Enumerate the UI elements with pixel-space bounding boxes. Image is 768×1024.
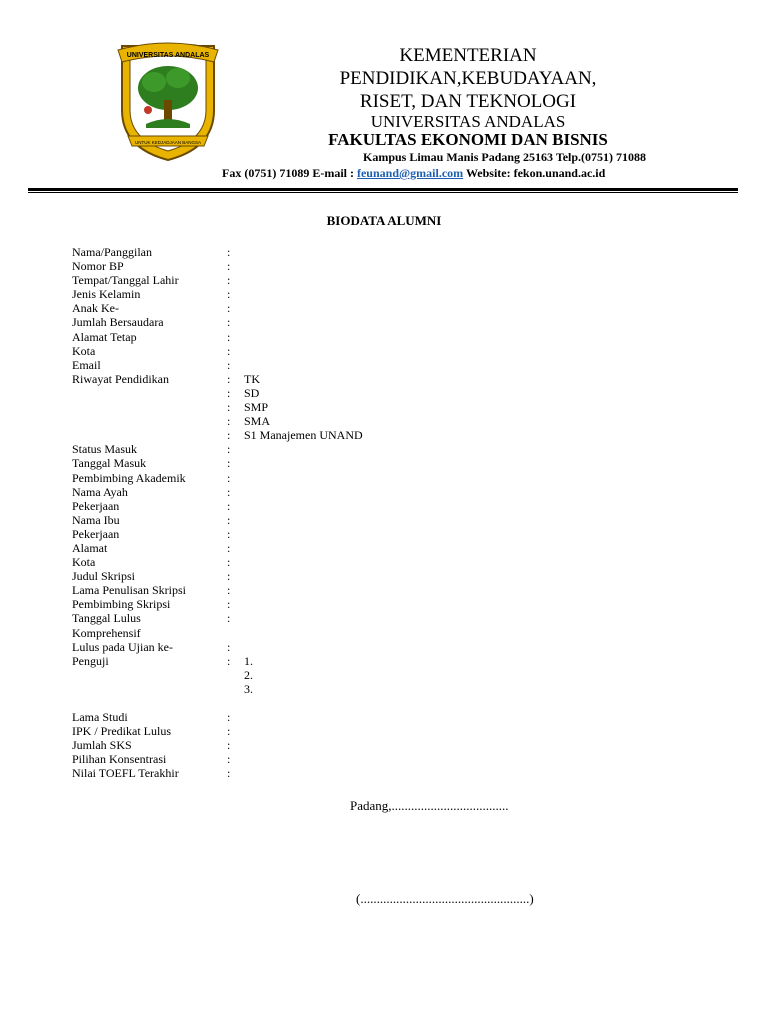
field-value[interactable]: SMP (244, 400, 269, 415)
field-colon: : (227, 414, 231, 429)
email-link[interactable]: feunand@gmail.com (356, 166, 464, 180)
field-label: Jumlah Bersaudara (72, 315, 164, 330)
form-row (72, 273, 572, 287)
field-colon: : (227, 597, 231, 612)
signature-line: (....................................................) (356, 891, 534, 906)
form-row (72, 372, 572, 386)
header-divider-thin (28, 192, 738, 193)
field-label: Nilai TOEFL Terakhir (72, 766, 179, 781)
header-contact (222, 166, 605, 181)
university-logo (116, 40, 220, 164)
field-colon: : (227, 442, 231, 457)
field-label: Email (72, 357, 101, 372)
field-label: Penguji (72, 653, 109, 668)
field-colon: : (227, 526, 231, 541)
form-row (72, 301, 572, 315)
field-label: Lulus pada Ujian ke- (72, 639, 173, 654)
form-row (72, 654, 572, 668)
field-label: Jumlah SKS (72, 738, 132, 753)
contact-fax: Fax (0751) 71089 E-mail : (222, 166, 357, 180)
form-row (72, 259, 572, 273)
document-title: BIODATA ALUMNI (326, 213, 442, 228)
field-value[interactable]: 1. (244, 653, 253, 668)
field-colon: : (227, 766, 231, 781)
field-colon: : (227, 653, 231, 668)
field-label: Alamat (72, 540, 108, 555)
field-colon: : (227, 724, 231, 739)
field-colon: : (227, 555, 231, 570)
place-date-line: Padang,.................................... (350, 798, 509, 813)
field-colon: : (227, 428, 231, 443)
field-colon: : (227, 301, 231, 316)
field-colon: : (227, 371, 231, 386)
field-colon: : (227, 611, 231, 626)
form-row (72, 527, 572, 541)
form-row (72, 611, 572, 625)
header-line-2: PENDIDIKAN,KEBUDAYAAN, (339, 68, 597, 89)
field-colon: : (227, 287, 231, 302)
field-colon: : (227, 752, 231, 767)
field-colon: : (227, 569, 231, 584)
field-value[interactable]: 2. (244, 667, 253, 682)
field-colon: : (227, 259, 231, 274)
form-row (72, 471, 572, 485)
field-label: Kota (72, 343, 96, 358)
form-row (72, 555, 572, 569)
field-label: Pekerjaan (72, 526, 120, 541)
form-row (72, 428, 572, 442)
field-label: Tempat/Tanggal Lahir (72, 273, 179, 288)
field-colon: : (227, 315, 231, 330)
form-row (72, 626, 572, 640)
field-label: IPK / Predikat Lulus (72, 724, 171, 739)
field-label: Pilihan Konsentrasi (72, 752, 167, 767)
logo-text-bottom: UNTUK KEDJADJAAN BANGSA (134, 140, 202, 145)
field-colon: : (227, 710, 231, 725)
form-row (72, 456, 572, 470)
field-label: Nama/Panggilan (72, 245, 152, 259)
form-row (72, 738, 572, 752)
field-colon: : (227, 456, 231, 471)
form-row (72, 358, 572, 372)
field-colon: : (227, 738, 231, 753)
field-colon: : (227, 357, 231, 372)
header-line-3: RISET, DAN TEKNOLOGI (359, 91, 577, 112)
field-label: Nama Ibu (72, 512, 120, 527)
form-row (72, 386, 572, 400)
logo-text-top: UNIVERSITAS ANDALAS (126, 52, 210, 59)
field-value[interactable]: TK (244, 371, 260, 386)
field-label: Nomor BP (72, 259, 124, 274)
field-label: Alamat Tetap (72, 329, 137, 344)
header-line-1: KEMENTERIAN (399, 45, 537, 66)
form-row (72, 583, 572, 597)
field-label: Status Masuk (72, 442, 138, 457)
field-colon: : (227, 245, 231, 259)
field-colon: : (227, 498, 231, 513)
form-row (72, 485, 572, 499)
field-value[interactable]: SD (244, 385, 260, 400)
field-label: Anak Ke- (72, 301, 119, 316)
field-colon: : (227, 329, 231, 344)
field-label: Tanggal Masuk (72, 456, 147, 471)
form-row (72, 442, 572, 456)
field-colon: : (227, 512, 231, 527)
form-row (72, 287, 572, 301)
field-colon: : (227, 273, 231, 288)
form-row (72, 344, 572, 358)
field-colon: : (227, 343, 231, 358)
field-label: Lama Penulisan Skripsi (72, 583, 186, 598)
form-row (72, 668, 572, 682)
form-row (72, 597, 572, 611)
field-label: Komprehensif (72, 625, 141, 640)
header-faculty: FAKULTAS EKONOMI DAN BISNIS (328, 130, 608, 149)
field-colon: : (227, 385, 231, 400)
field-colon: : (227, 540, 231, 555)
form-row (72, 245, 572, 259)
field-value[interactable]: S1 Manajemen UNAND (244, 428, 363, 443)
form-row (72, 400, 572, 414)
field-label: Pembimbing Skripsi (72, 597, 171, 612)
field-label: Pembimbing Akademik (72, 470, 186, 485)
form-row (72, 696, 572, 710)
form-row (72, 499, 572, 513)
field-label: Jenis Kelamin (72, 287, 141, 302)
field-value[interactable]: 3. (244, 681, 253, 696)
field-colon: : (227, 470, 231, 485)
field-label: Riwayat Pendidikan (72, 371, 169, 386)
field-label: Nama Ayah (72, 484, 128, 499)
form-row (72, 724, 572, 738)
header-address: Kampus Limau Manis Padang 25163 Telp.(0751) 71088 (363, 150, 647, 164)
form-row (72, 414, 572, 428)
university-seal-icon (116, 40, 220, 164)
field-colon: : (227, 639, 231, 654)
field-colon: : (227, 400, 231, 415)
form-row (72, 330, 572, 344)
contact-website: Website: fekon.unand.ac.id (463, 166, 606, 180)
form-row (72, 682, 572, 696)
form-row (72, 752, 572, 766)
header-divider (28, 188, 738, 191)
field-value[interactable]: SMA (244, 414, 271, 429)
field-label: Lama Studi (72, 710, 128, 725)
field-label: Tanggal Lulus (72, 611, 141, 626)
field-colon: : (227, 583, 231, 598)
biodata-form (72, 245, 572, 781)
field-colon: : (227, 484, 231, 499)
form-row (72, 640, 572, 654)
header-university: UNIVERSITAS ANDALAS (370, 112, 566, 131)
field-label: Pekerjaan (72, 498, 120, 513)
form-row (72, 315, 572, 329)
field-label: Judul Skripsi (72, 569, 136, 584)
form-row (72, 513, 572, 527)
form-row (72, 766, 572, 780)
form-row (72, 569, 572, 583)
form-row (72, 710, 572, 724)
field-label: Kota (72, 555, 96, 570)
form-row (72, 541, 572, 555)
